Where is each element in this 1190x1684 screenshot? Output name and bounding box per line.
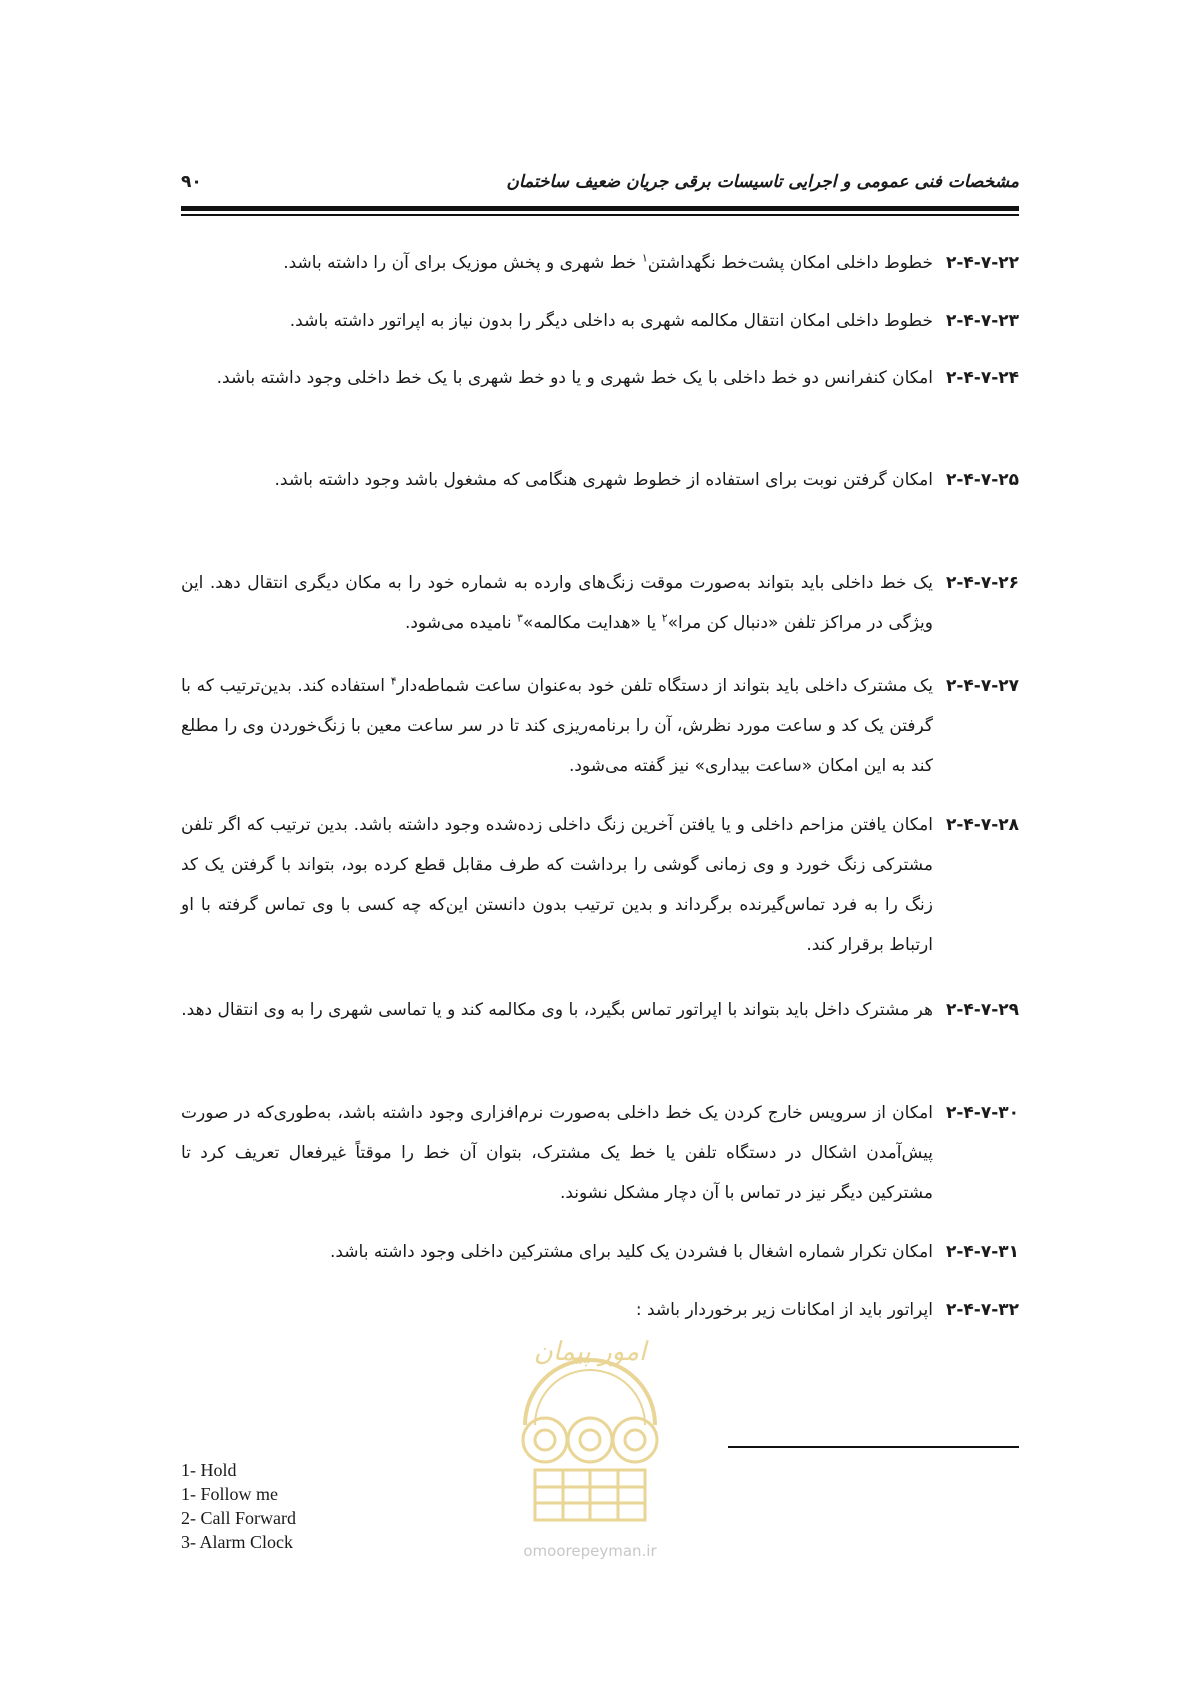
clause-text: خطوط داخلی امکان پشت‌خط نگهداشتن$^۱$ خط شهری و پخش موزیک برای آن را داشته باشد. bbox=[283, 251, 933, 273]
footnote-item: 1- Hold bbox=[181, 1460, 237, 1480]
clause-text: خطوط داخلی امکان انتقال مکالمه شهری به داخلی دیگر را بدون نیاز به اپراتور داشته باشد. bbox=[289, 311, 933, 331]
clause-24 bbox=[181, 358, 1019, 398]
clause-text: امکان کنفرانس دو خط داخلی با یک خط شهری و یا دو خط شهری با یک خط داخلی وجود داشته باشد. bbox=[216, 368, 933, 388]
footnote-item: 3- Alarm Clock bbox=[181, 1532, 293, 1552]
clause-25 bbox=[181, 460, 1019, 500]
footnote-ref: ۴ bbox=[390, 674, 397, 688]
clause-30 bbox=[181, 1093, 1019, 1213]
footnote-ref: ۲ bbox=[661, 611, 668, 625]
footnotes bbox=[181, 1458, 296, 1554]
clause-text: امکان از سرویس خارج کردن یک خط داخلی به‌صورت نرم‌افزاری وجود داشته باشد، به‌طوری‌که در صورت پیش‌آمدن اشکال در دستگاه تلفن یا خط یک مشترک، بتوان آن خط را موقتاً غیرفعال تعریف کرد تا مشترکین دیگر نیز در تماس با آن دچار مشکل نشوند. bbox=[181, 1103, 933, 1203]
clause-22 bbox=[181, 243, 1019, 283]
footnote-ref: ۳ bbox=[517, 611, 523, 625]
clause-number: ۲-۴-۷-۲۷ bbox=[945, 676, 1019, 696]
clause-23 bbox=[181, 301, 1019, 341]
clause-text: امکان یافتن مزاحم داخلی و یا یافتن آخرین زنگ داخلی زده‌شده وجود داشته باشد. بدین ترتیب که اگر تلفن مشترکی زنگ خورد و وی زمانی گوشی را برداشت که طرف مقابل قطع کرده بود، بتواند با گرفتن یک کد زنگ را به فرد تماس‌گیرنده برگرداند و بدین ترتیب بدون دانستن این‌که چه کسی با وی تماس گرفته با او ارتباط برقرار کند. bbox=[181, 815, 933, 955]
clause-text: اپراتور باید از امکانات زیر برخوردار باشد : bbox=[635, 1300, 933, 1320]
header-title: مشخصات فنی عمومی و اجرایی تاسیسات برقی جریان ضعیف ساختمان bbox=[506, 172, 1019, 192]
clause-29 bbox=[181, 990, 1019, 1030]
clause-number: ۲-۴-۷-۲۸ bbox=[945, 815, 1019, 835]
clause-number: ۲-۴-۷-۲۳ bbox=[945, 311, 1019, 331]
footnote-ref: ۱ bbox=[641, 251, 648, 265]
clause-number: ۲-۴-۷-۳۰ bbox=[945, 1103, 1019, 1123]
clause-number: ۲-۴-۷-۲۲ bbox=[945, 253, 1019, 273]
clause-number: ۲-۴-۷-۳۲ bbox=[945, 1300, 1019, 1320]
footnote-separator bbox=[728, 1446, 1019, 1448]
clause-text: امکان تکرار شماره اشغال با فشردن یک کلید برای مشترکین داخلی وجود داشته باشد. bbox=[329, 1242, 933, 1262]
watermark-logo bbox=[490, 1300, 690, 1570]
clause-number: ۲-۴-۷-۲۵ bbox=[945, 470, 1019, 490]
watermark-site: omoorepeyman.ir bbox=[523, 1542, 657, 1560]
clause-number: ۲-۴-۷-۲۴ bbox=[945, 368, 1019, 388]
footnote-item: 1- Follow me bbox=[181, 1484, 278, 1504]
clause-text: یک مشترک داخلی باید بتواند از دستگاه تلفن خود به‌عنوان ساعت شماطه‌دار$^۴$ استفاده کند. بدین‌ترتیب که با گرفتن یک کد و ساعت مورد نظرش، آن را برنامه‌ریزی کند تا در سر ساعت معین با زنگ‌خوردن وی را مطلع کند به این امکان «ساعت بیداری» نیز گفته می‌شود. bbox=[181, 674, 933, 776]
clause-number: ۲-۴-۷-۳۱ bbox=[945, 1242, 1019, 1262]
clause-text: امکان گرفتن نوبت برای استفاده از خطوط شهری هنگامی که مشغول باشد وجود داشته باشد. bbox=[274, 470, 933, 490]
header-rule-thin bbox=[181, 214, 1019, 216]
clause-31 bbox=[181, 1232, 1019, 1272]
clause-26 bbox=[181, 563, 1019, 643]
watermark-logo-text: امور پیمان bbox=[533, 1337, 647, 1367]
clause-text: هر مشترک داخل باید بتواند با اپراتور تماس بگیرد، با وی مکالمه کند و یا تماسی شهری را به وی انتقال دهد. bbox=[181, 1000, 933, 1020]
header-rule-thick bbox=[181, 206, 1019, 211]
clause-number: ۲-۴-۷-۲۶ bbox=[945, 573, 1019, 593]
page-number: ۹۰ bbox=[181, 172, 202, 192]
clause-text: یک خط داخلی باید بتواند به‌صورت موقت زنگ‌های وارده به شماره خود را به مکان دیگری انتقال دهد. این ویژگی در مراکز تلفن «دنبال کن مرا»$^۲$ یا «هدایت مکالمه»$^۳$ نامیده می‌شود. bbox=[181, 573, 933, 633]
page-header bbox=[181, 172, 1019, 198]
footnote-item: 2- Call Forward bbox=[181, 1508, 296, 1528]
clause-number: ۲-۴-۷-۲۹ bbox=[945, 1000, 1019, 1020]
clause-27 bbox=[181, 666, 1019, 786]
clause-28 bbox=[181, 805, 1019, 965]
